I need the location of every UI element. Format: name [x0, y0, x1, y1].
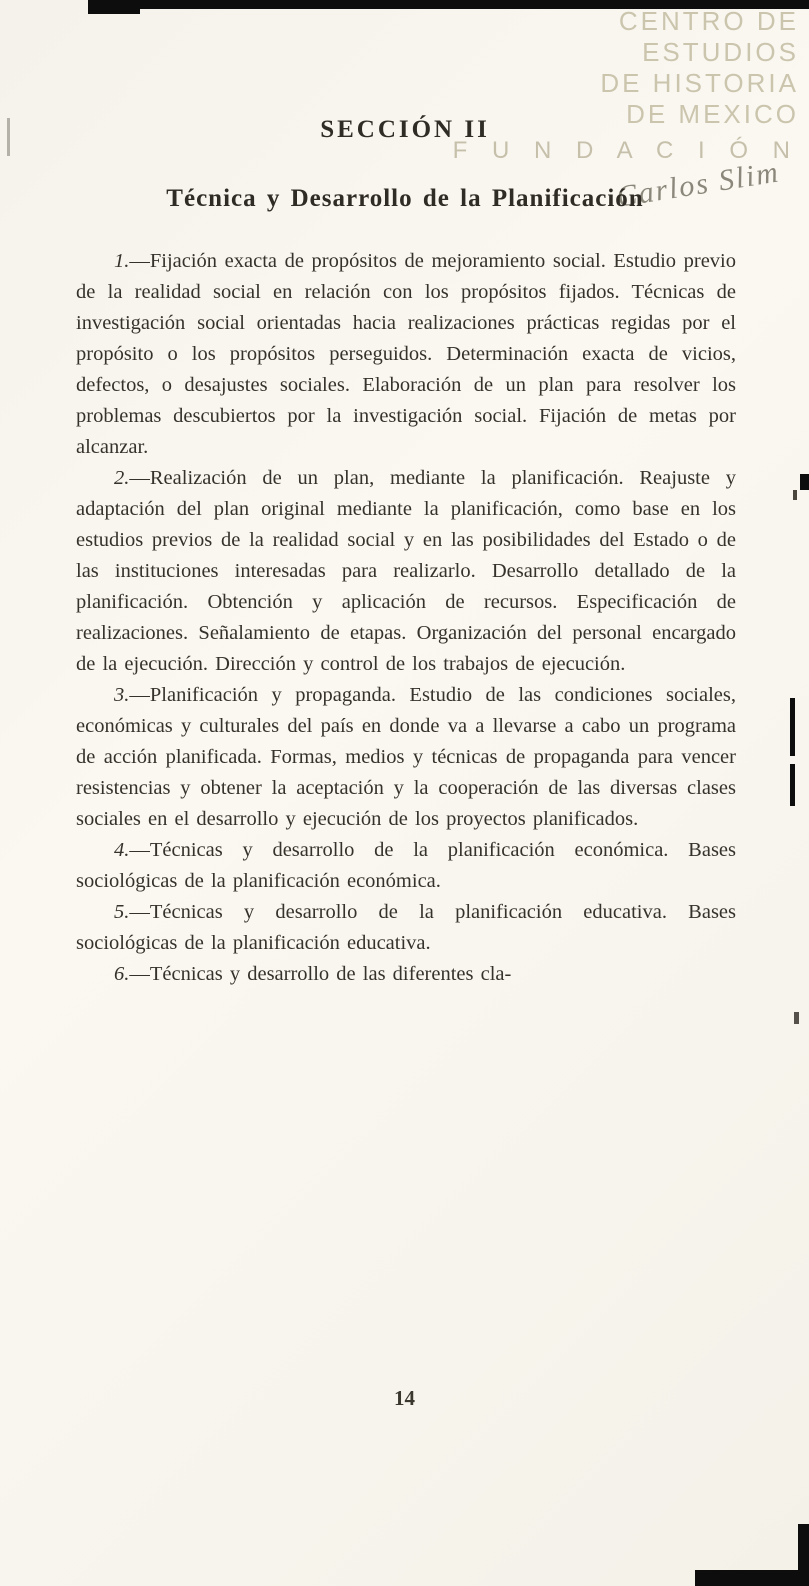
paragraph-number: 5. — [114, 901, 130, 923]
scan-artifact-left-mark — [7, 118, 10, 156]
paragraph-number: 1. — [114, 250, 130, 272]
scan-artifact-right-bar-lower — [790, 764, 795, 806]
page-number: 14 — [394, 1386, 415, 1410]
paragraph-number: 3. — [114, 684, 130, 706]
paragraph-text: —Planificación y propaganda. Estudio de las condiciones sociales, económicas y culturales del país en donde va a llevarse a cabo un programa de acción planificada. Formas, medios y técnicas de propaganda para vencer resistencias y obtener la aceptación y la cooperación de las diversas clases sociales en el desarrollo y ejecución de los proyectos planificados. — [76, 684, 736, 830]
paragraph-text: —Realización de un plan, mediante la planificación. Reajuste y adaptación del plan original mediante la planificación, como base en los estudios previos de la realidad social y en las posibilidades del Estado o de las instituciones interesadas para realizarlo. Desarrollo detallado de la planificación. Obtención y aplicación de recursos. Especificación de realizaciones. Señalamiento de etapas. Organización del personal encargado de la ejecución. Dirección y control de los trabajos de ejecución. — [76, 467, 736, 675]
paragraph-text: —Técnicas y desarrollo de la planificación económica. Bases sociológicas de la planificación económica. — [76, 839, 736, 892]
stamp-line: ESTUDIOS — [642, 37, 799, 67]
scan-artifact-right-bar-upper — [790, 698, 795, 756]
scan-artifact-bottom-side-bar — [798, 1524, 809, 1586]
paragraph-1 — [76, 246, 736, 463]
stamp-line: DE HISTORIA — [600, 68, 799, 98]
scan-artifact-right-dot — [794, 1012, 799, 1024]
section-heading: SECCIÓN II — [320, 116, 490, 143]
paragraph-text: —Técnicas y desarrollo de la planificación educativa. Bases sociológicas de la planificación educativa. — [76, 901, 736, 954]
paragraph-2 — [76, 463, 736, 680]
page-title: Técnica y Desarrollo de la Planificación — [166, 185, 644, 212]
scan-artifact-right-notch — [800, 474, 809, 490]
stamp-line: CENTRO DE — [618, 6, 799, 36]
paragraph-number: 2. — [114, 467, 130, 489]
scan-artifact-right-tick — [793, 490, 797, 500]
paragraph-number: 6. — [114, 963, 130, 985]
paragraph-text: —Técnicas y desarrollo de las diferentes cla- — [129, 963, 512, 985]
scan-artifact-top-chunk — [88, 0, 140, 14]
paragraph-number: 4. — [114, 839, 130, 861]
body-text — [76, 246, 736, 990]
paragraph-6 — [76, 959, 736, 990]
scan-artifact-bottom-bar — [695, 1570, 809, 1586]
paragraph-4 — [76, 835, 736, 897]
stamp-line: DE MEXICO — [626, 99, 799, 129]
paragraph-text: —Fijación exacta de propósitos de mejoramiento social. Estudio previo de la realidad social en relación con los propósitos fijados. Técnicas de investigación social orientadas hacia realizaciones prácticas regidas por el propósito o los propósitos perseguidos. Determinación exacta de vicios, defectos, o desajustes sociales. Elaboración de un plan para resolver los problemas descubiertos por la investigación social. Fijación de metas por alcanzar. — [76, 250, 736, 458]
paragraph-5 — [76, 897, 736, 959]
handwritten-signature: Carlos Slim — [614, 155, 783, 214]
paragraph-3 — [76, 680, 736, 835]
stamp-foundation-line: F U N D A C I Ó N — [452, 137, 799, 164]
